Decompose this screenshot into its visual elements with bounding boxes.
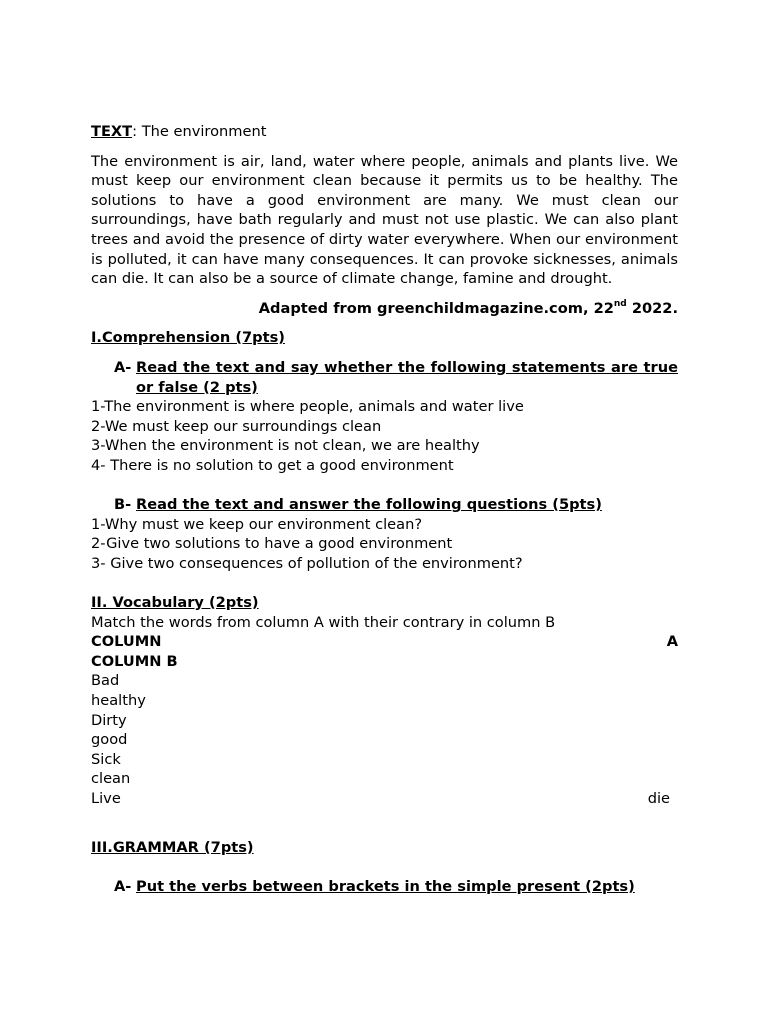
vocabulary-instruction: Match the words from column A with their contrary in column B	[91, 613, 556, 631]
text-title	[91, 122, 678, 142]
part-a-letter: A-	[114, 358, 132, 376]
column-header-row	[91, 632, 678, 652]
vocab-word: clean	[91, 770, 131, 788]
reading-paragraph: The environment is air, land, water where people, animals and plants live. We must keep our environment clean because it permits us to be healthy. The solutions to have a good environment are many. We must clean our surroundings, have bath regularly and must not use plastic. We can also plant trees and avoid the presence of dirty water everywhere. When our environment is polluted, it can have many consequences. It can provoke sicknesses, animals can die. It can also be a source of climate change, famine and drought.	[91, 152, 678, 288]
comprehension-part-b	[91, 495, 678, 515]
text-title-rest: : The environment	[132, 123, 267, 140]
vocabulary-heading: II. Vocabulary (2pts)	[91, 594, 259, 612]
vocab-word: healthy	[91, 692, 146, 710]
vocab-word: Bad	[91, 672, 120, 690]
part-b-letter: B-	[114, 496, 132, 514]
part-b-instruction: Read the text and answer the following questions (5pts)	[136, 496, 602, 514]
statement-item: 2-We must keep our surroundings clean	[91, 417, 382, 435]
vocab-word: good	[91, 731, 128, 749]
source-citation: Adapted from greenchildmagazine.com, 22nd 2022.	[258, 298, 678, 317]
vocab-word: Dirty	[91, 711, 127, 729]
vocab-last-row	[91, 789, 678, 809]
statement-item: 1-The environment is where people, animals and water live	[91, 398, 524, 416]
grammar-heading: III.GRAMMAR (7pts)	[91, 839, 254, 857]
column-b-header: COLUMN B	[91, 652, 178, 670]
text-label: TEXT	[91, 123, 133, 140]
part-a-instruction: Read the text and say whether the following statements are true or false (2 pts)	[136, 358, 678, 396]
vocab-word: Live	[91, 790, 121, 807]
vocab-match: die	[647, 790, 670, 807]
grammar-part-a	[91, 877, 678, 897]
statement-item: 3-When the environment is not clean, we are healthy	[91, 437, 480, 455]
question-item: 1-Why must we keep our environment clean?	[91, 515, 423, 533]
comprehension-heading: I.Comprehension (7pts)	[91, 329, 285, 347]
grammar-part-a-instruction: Put the verbs between brackets in the simple present (2pts)	[136, 878, 635, 896]
comprehension-part-a	[91, 358, 678, 397]
column-a-letter: A	[666, 633, 678, 651]
question-item: 3- Give two consequences of pollution of the environment?	[91, 554, 523, 572]
vocab-word: Sick	[91, 750, 121, 768]
question-item: 2-Give two solutions to have a good environment	[91, 535, 453, 553]
statement-item: 4- There is no solution to get a good environment	[91, 456, 454, 474]
grammar-part-a-letter: A-	[114, 878, 132, 896]
worksheet	[91, 122, 678, 897]
column-word: COLUMN	[91, 633, 162, 651]
